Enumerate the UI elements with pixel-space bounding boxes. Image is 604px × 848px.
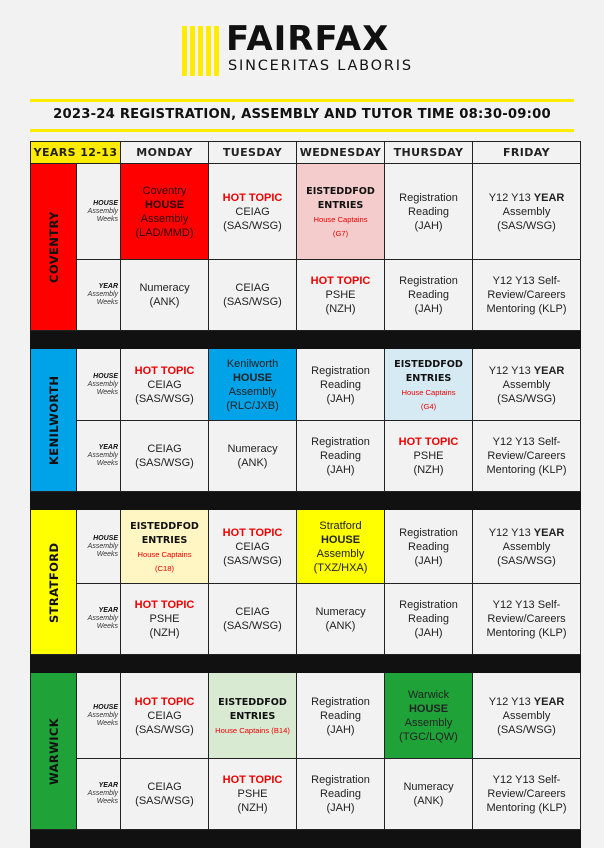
timetable-cell <box>473 349 581 421</box>
timetable <box>30 141 581 848</box>
house-name: Warwick <box>407 688 450 701</box>
timetable-cell <box>473 260 581 331</box>
session-detail: Reading <box>408 613 449 625</box>
timetable-cell <box>473 510 581 584</box>
session-name: CEIAG <box>147 378 182 391</box>
day-header: WEDNESDAY <box>297 142 385 164</box>
timetable-cell <box>473 673 581 759</box>
week-type-label: HOUSE <box>93 199 119 207</box>
session-staff: (NZH) <box>237 802 268 814</box>
eisteddfod-label: EISTEDDFOD <box>394 358 463 370</box>
week-type-sub: Weeks <box>96 798 119 805</box>
timetable-cell <box>297 584 385 655</box>
session-detail: Reading <box>408 540 449 553</box>
year-group: Y12 Y13 <box>488 364 531 377</box>
timetable-cell <box>121 759 209 830</box>
eisteddfod-label: EISTEDDFOD <box>130 520 199 532</box>
separator-bar <box>31 492 581 510</box>
session-detail: (SAS/WSG) <box>135 795 194 807</box>
week-type-sub: Weeks <box>96 623 119 630</box>
week-type-label: HOUSE <box>93 703 119 711</box>
house-assembly-weeks-label <box>77 673 121 759</box>
session-detail: Review/Careers <box>487 289 566 301</box>
session-name: Registration <box>311 774 370 786</box>
session-staff: (JAH) <box>414 303 443 315</box>
timetable-cell <box>121 510 209 584</box>
session-staff: (SAS/WSG) <box>497 723 556 736</box>
day-header: MONDAY <box>121 142 209 164</box>
session-name: Registration <box>311 364 370 377</box>
house-assembly-label: HOUSE <box>408 702 449 715</box>
timetable-row <box>31 164 581 260</box>
timetable-row <box>31 510 581 584</box>
week-type-sub: Assembly <box>87 542 119 550</box>
timetable-cell <box>385 349 473 421</box>
title-rule-bottom <box>30 129 574 132</box>
day-header: TUESDAY <box>209 142 297 164</box>
title-rule-top <box>30 99 574 102</box>
session-detail: Reading <box>320 450 361 462</box>
timetable-cell <box>297 164 385 260</box>
session-name: CEIAG <box>235 282 270 294</box>
timetable-cell <box>121 164 209 260</box>
hot-topic-label: HOT TOPIC <box>134 599 195 611</box>
session-staff: (JAH) <box>326 802 355 814</box>
session-name: Registration <box>311 436 370 448</box>
house-name-cell: STRATFORD <box>31 510 77 655</box>
separator-bar <box>31 830 581 848</box>
house-separator <box>31 331 581 349</box>
session-name: Numeracy <box>227 443 278 455</box>
session-staff: Mentoring (KLP) <box>486 303 567 315</box>
session-staff: (TGC/LQW) <box>399 730 458 743</box>
week-type-label: HOUSE <box>93 534 119 542</box>
week-type-label: YEAR <box>98 444 119 451</box>
session-detail: (ANK) <box>325 620 356 632</box>
session-name: Registration <box>399 599 458 611</box>
hot-topic-label: HOT TOPIC <box>222 526 283 539</box>
week-type-sub: Weeks <box>96 299 119 306</box>
session-name: Y12 Y13 Self- <box>492 599 561 611</box>
session-detail: (SAS/WSG) <box>223 296 282 308</box>
eisteddfod-label: EISTEDDFOD <box>218 696 287 708</box>
hot-topic-label: HOT TOPIC <box>310 275 371 287</box>
session-name: Assembly <box>502 540 551 553</box>
session-staff: Mentoring (KLP) <box>486 464 567 476</box>
session-name: Y12 Y13 Self- <box>492 436 561 448</box>
timetable-cell <box>209 164 297 260</box>
session-detail: Review/Careers <box>487 613 566 625</box>
session-staff: (SAS/WSG) <box>135 723 194 736</box>
timetable-cell <box>121 421 209 492</box>
session-staff: Mentoring (KLP) <box>486 627 567 639</box>
session-name: Assembly <box>502 378 551 391</box>
session-name: Assembly <box>502 709 551 722</box>
house-name-cell: KENILWORTH <box>31 349 77 492</box>
session-detail: (ANK) <box>413 795 444 807</box>
timetable-cell <box>297 349 385 421</box>
timetable-cell <box>297 673 385 759</box>
session-name: Numeracy <box>403 781 454 793</box>
session-staff: (RLC/JXB) <box>226 399 279 412</box>
page-title: 2023-24 REGISTRATION, ASSEMBLY AND TUTOR TIME 08:30-09:00 <box>53 107 551 122</box>
house-captains-note: House Captains <box>401 387 456 397</box>
eisteddfod-label: ENTRIES <box>405 372 452 384</box>
years-label: YEARS 12-13 <box>31 142 121 164</box>
timetable-cell <box>385 260 473 331</box>
week-type-sub: Assembly <box>87 452 119 459</box>
week-type-sub: Assembly <box>87 207 119 215</box>
session-name: Registration <box>399 191 458 204</box>
timetable-cell <box>385 759 473 830</box>
session-staff: Mentoring (KLP) <box>486 802 567 814</box>
timetable-cell <box>297 759 385 830</box>
session-detail: Review/Careers <box>487 788 566 800</box>
session-staff: (NZH) <box>149 627 180 639</box>
timetable-cell <box>473 421 581 492</box>
house-separator <box>31 830 581 848</box>
session-name: CEIAG <box>147 709 182 722</box>
house-captains-note: House Captains <box>137 549 192 559</box>
session-detail: (SAS/WSG) <box>135 457 194 469</box>
session-name: Registration <box>399 275 458 287</box>
session-name: CEIAG <box>147 443 182 455</box>
session-staff: (SAS/WSG) <box>497 392 556 405</box>
timetable-cell <box>209 673 297 759</box>
separator-bar <box>31 331 581 349</box>
timetable-cell <box>209 349 297 421</box>
session-name: Y12 Y13 Self- <box>492 275 561 287</box>
brand-motto: SINCERITAS LABORIS <box>228 58 413 74</box>
session-staff: (SAS/WSG) <box>223 219 282 232</box>
house-captains-room: (C18) <box>155 563 175 573</box>
session-staff: (NZH) <box>325 303 356 315</box>
timetable-cell <box>385 421 473 492</box>
timetable-cell <box>385 164 473 260</box>
timetable-cell <box>121 673 209 759</box>
timetable-row <box>31 759 581 830</box>
session-name: PSHE <box>237 788 268 800</box>
year-assembly-label: YEAR <box>533 695 565 708</box>
year-assembly-label: YEAR <box>533 526 565 539</box>
week-type-sub: Assembly <box>87 615 119 622</box>
hot-topic-label: HOT TOPIC <box>222 774 283 786</box>
hot-topic-label: HOT TOPIC <box>398 436 459 448</box>
session-staff: (JAH) <box>326 464 355 476</box>
eisteddfod-label: ENTRIES <box>229 710 276 722</box>
house-separator <box>31 492 581 510</box>
session-name: CEIAG <box>235 540 270 553</box>
session-name: Numeracy <box>139 282 190 294</box>
timetable-cell <box>121 260 209 331</box>
house-assembly-label: HOUSE <box>232 371 273 384</box>
session-detail: Review/Careers <box>487 450 566 462</box>
hot-topic-label: HOT TOPIC <box>134 364 195 377</box>
timetable-cell <box>297 260 385 331</box>
house-captains-note: House Captains <box>313 214 368 224</box>
timetable-cell <box>209 421 297 492</box>
week-type-sub: Assembly <box>87 711 119 719</box>
session-staff: (SAS/WSG) <box>497 554 556 567</box>
session-staff: (NZH) <box>413 464 444 476</box>
session-staff: (SAS/WSG) <box>135 392 194 405</box>
eisteddfod-label: EISTEDDFOD <box>306 185 375 197</box>
timetable-cell <box>209 759 297 830</box>
week-type-sub: Weeks <box>96 215 119 223</box>
session-staff: (JAH) <box>414 219 443 232</box>
week-type-sub: Assembly <box>87 380 119 388</box>
session-name: Registration <box>311 695 370 708</box>
session-staff: (JAH) <box>414 627 443 639</box>
week-type-sub: Assembly <box>87 790 119 797</box>
timetable-cell <box>473 584 581 655</box>
house-name-cell: COVENTRY <box>31 164 77 331</box>
house-name: Coventry <box>142 184 187 197</box>
day-header: THURSDAY <box>385 142 473 164</box>
session-detail: Reading <box>408 205 449 218</box>
session-detail: (ANK) <box>149 296 180 308</box>
week-type-sub: Weeks <box>96 460 119 467</box>
year-assembly-weeks-label <box>77 584 121 655</box>
timetable-cell <box>121 584 209 655</box>
session-name: Registration <box>399 526 458 539</box>
week-type-sub: Assembly <box>87 291 119 298</box>
session-name: PSHE <box>149 613 180 625</box>
session-staff: (SAS/WSG) <box>223 554 282 567</box>
year-group: Y12 Y13 <box>488 191 531 204</box>
session-staff: (TXZ/HXA) <box>313 561 368 574</box>
session-name: PSHE <box>325 289 356 301</box>
week-type-sub: Weeks <box>96 719 119 727</box>
timetable-header-row <box>31 142 581 164</box>
house-assembly-weeks-label <box>77 510 121 584</box>
session-name: PSHE <box>413 450 444 462</box>
house-assembly-label: HOUSE <box>320 533 361 546</box>
session-name: Assembly <box>140 212 189 225</box>
house-name-cell: WARWICK <box>31 673 77 830</box>
house-name: Stratford <box>319 519 362 532</box>
day-header: FRIDAY <box>473 142 581 164</box>
year-assembly-label: YEAR <box>533 191 565 204</box>
timetable-cell <box>385 510 473 584</box>
house-captains-room: (G4) <box>420 401 437 411</box>
session-name: Y12 Y13 Self- <box>492 774 561 786</box>
year-group: Y12 Y13 <box>488 695 531 708</box>
week-type-label: YEAR <box>98 782 119 789</box>
session-staff: (SAS/WSG) <box>497 219 556 232</box>
timetable-cell <box>121 349 209 421</box>
timetable-row <box>31 673 581 759</box>
session-staff: (JAH) <box>414 554 443 567</box>
week-type-label: HOUSE <box>93 372 119 380</box>
session-name: Assembly <box>404 716 453 729</box>
session-detail: Reading <box>408 289 449 301</box>
week-type-label: YEAR <box>98 607 119 614</box>
week-type-sub: Weeks <box>96 388 119 396</box>
house-assembly-weeks-label <box>77 164 121 260</box>
timetable-row <box>31 584 581 655</box>
house-name: Kenilworth <box>226 357 279 370</box>
eisteddfod-label: ENTRIES <box>141 534 188 546</box>
timetable-cell <box>209 510 297 584</box>
session-staff: (JAH) <box>326 392 355 405</box>
session-name: Assembly <box>228 385 277 398</box>
timetable-row <box>31 349 581 421</box>
brand-name: FAIRFAX <box>226 19 390 59</box>
timetable-cell <box>473 164 581 260</box>
week-type-sub: Weeks <box>96 550 119 558</box>
separator-bar <box>31 655 581 673</box>
session-detail: (SAS/WSG) <box>223 620 282 632</box>
timetable-cell <box>385 673 473 759</box>
year-group: Y12 Y13 <box>488 526 531 539</box>
timetable-cell <box>473 759 581 830</box>
session-name: Assembly <box>316 547 365 560</box>
house-captains-room: (G7) <box>332 228 349 238</box>
timetable-row <box>31 421 581 492</box>
year-assembly-weeks-label <box>77 421 121 492</box>
timetable-cell <box>385 584 473 655</box>
hot-topic-label: HOT TOPIC <box>134 695 195 708</box>
session-name: CEIAG <box>235 205 270 218</box>
session-name: Assembly <box>502 205 551 218</box>
year-assembly-weeks-label <box>77 260 121 331</box>
timetable-cell <box>297 421 385 492</box>
week-type-label: YEAR <box>98 283 119 290</box>
house-separator <box>31 655 581 673</box>
timetable-cell <box>209 584 297 655</box>
house-captains-note: House Captains (B14) <box>215 725 290 735</box>
hot-topic-label: HOT TOPIC <box>222 191 283 204</box>
session-detail: Reading <box>320 378 361 391</box>
session-detail: Reading <box>320 709 361 722</box>
year-assembly-label: YEAR <box>533 364 565 377</box>
timetable-cell <box>209 260 297 331</box>
house-assembly-label: HOUSE <box>144 198 185 211</box>
session-name: Numeracy <box>315 606 366 618</box>
session-detail: (ANK) <box>237 457 268 469</box>
timetable-row <box>31 260 581 331</box>
session-detail: Reading <box>320 788 361 800</box>
session-staff: (JAH) <box>326 723 355 736</box>
session-name: CEIAG <box>147 781 182 793</box>
year-assembly-weeks-label <box>77 759 121 830</box>
timetable-cell <box>297 510 385 584</box>
eisteddfod-label: ENTRIES <box>317 199 364 211</box>
session-name: CEIAG <box>235 606 270 618</box>
house-assembly-weeks-label <box>77 349 121 421</box>
session-staff: (LAD/MMD) <box>135 226 194 239</box>
